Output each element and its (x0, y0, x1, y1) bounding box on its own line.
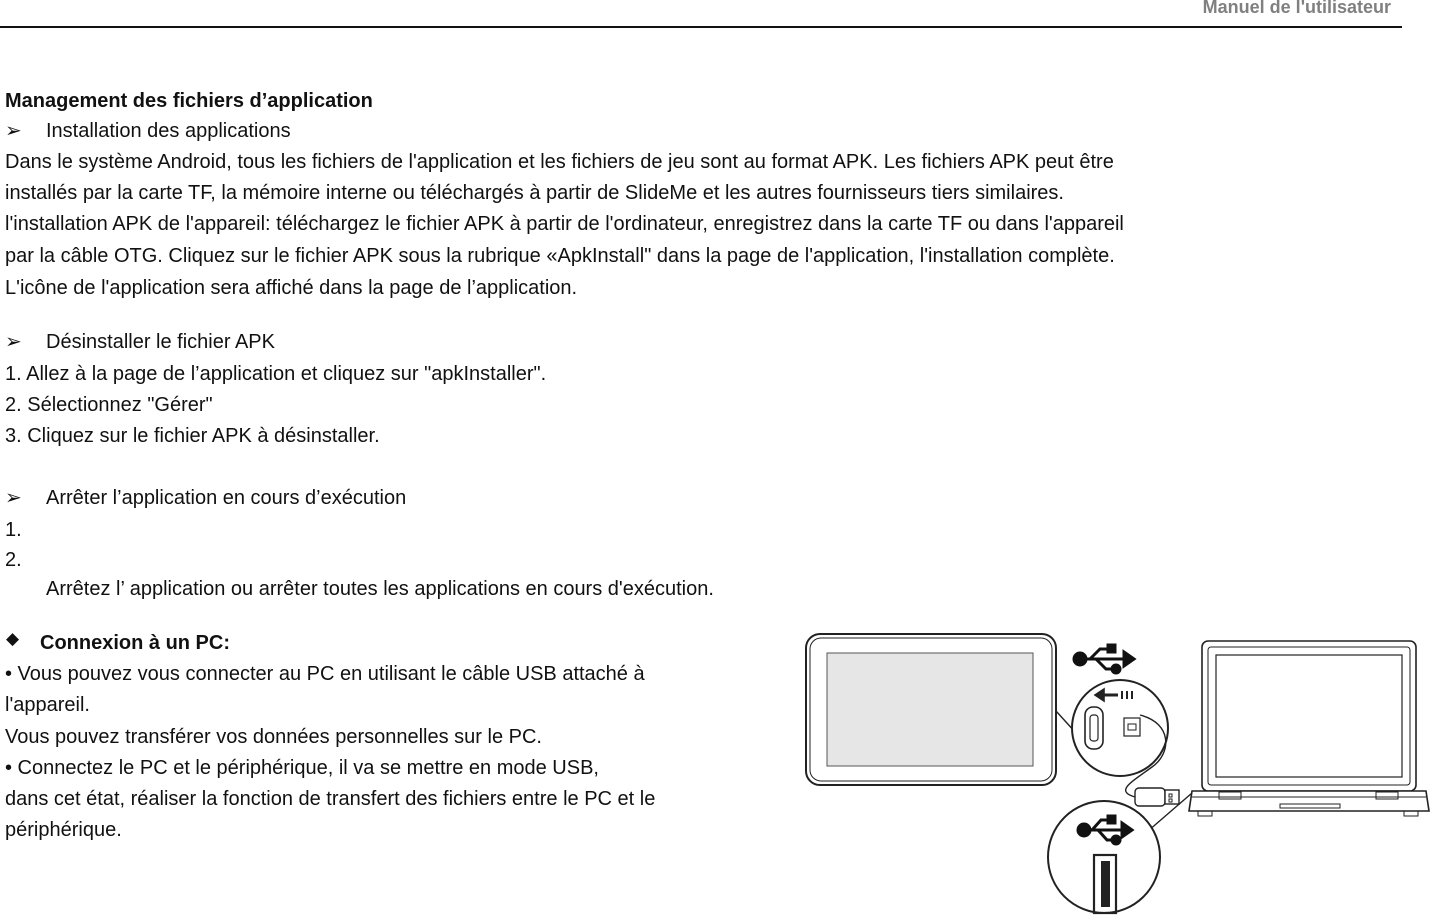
install-subheading: Installation des applications (46, 120, 291, 142)
laptop-icon (1189, 641, 1429, 816)
arrow-bullet-icon: ➢ (5, 120, 22, 142)
stop-step: 1. (5, 519, 22, 541)
stop-subheading: Arrêter l’application en cours d’exécution (46, 487, 407, 509)
uninstall-step: 2. Sélectionnez "Gérer" (5, 394, 213, 416)
arrow-bullet-icon: ➢ (5, 487, 22, 509)
install-text-line: Dans le système Android, tous les fichiers de l'application et les fichiers de jeu sont au format APK. Les fichiers APK peut être (5, 151, 1114, 173)
pc-text-line: périphérique. (5, 819, 122, 841)
install-text-line: par la câble OTG. Cliquez sur le fichier APK sous la rubrique «ApkInstall" dans la page de l'application, l'installation complète. (5, 245, 1115, 267)
pc-text-line: l'appareil. (5, 694, 90, 716)
diamond-bullet-icon: ◆ (6, 629, 20, 648)
pc-text-line: dans cet état, réaliser la fonction de transfert des fichiers entre le PC et le (5, 788, 656, 810)
usb-symbol-icon (1074, 645, 1134, 673)
install-text-line: L'icône de l'application sera affiché dans la page de l’application. (5, 277, 578, 299)
pc-text-line: Vous pouvez transférer vos données personnelles sur le PC. (5, 726, 542, 748)
stop-note: Arrêtez l’ application ou arrêter toutes les applications en cours d'exécution. (46, 578, 714, 600)
page-header-title: Manuel de l'utilisateur (1202, 0, 1391, 17)
uninstall-step: 3. Cliquez sur le fichier APK à désinstaller. (5, 425, 380, 447)
arrow-bullet-icon: ➢ (5, 331, 22, 353)
uninstall-step: 1. Allez à la page de l’application et cliquez sur "apkInstaller". (5, 363, 547, 385)
usb-plug-icon (1135, 788, 1179, 806)
micro-usb-port-icon (1072, 680, 1168, 776)
install-text-line: installés par la carte TF, la mémoire interne ou téléchargés à partir de SlideMe et les autres fournisseurs tiers similaires. (5, 182, 1064, 204)
header-rule (0, 26, 1402, 28)
apk-section-heading: Management des fichiers d’application (5, 90, 373, 112)
uninstall-subheading: Désinstaller le fichier APK (46, 331, 275, 353)
tablet-device-icon (806, 634, 1056, 785)
usb-connection-illustration (800, 625, 1430, 920)
pc-text-line: • Vous pouvez vous connecter au PC en utilisant le câble USB attaché à (5, 663, 645, 685)
pc-text-line: • Connectez le PC et le périphérique, il va se mettre en mode USB, (5, 757, 599, 779)
install-text-line: l'installation APK de l'appareil: téléchargez le fichier APK à partir de l'ordinateur, enregistrez dans la carte TF ou dans l'appareil (5, 213, 1124, 235)
usb-a-port-icon (1048, 801, 1160, 913)
pc-section-heading: Connexion à un PC: (40, 632, 230, 654)
stop-step: 2. (5, 549, 22, 571)
